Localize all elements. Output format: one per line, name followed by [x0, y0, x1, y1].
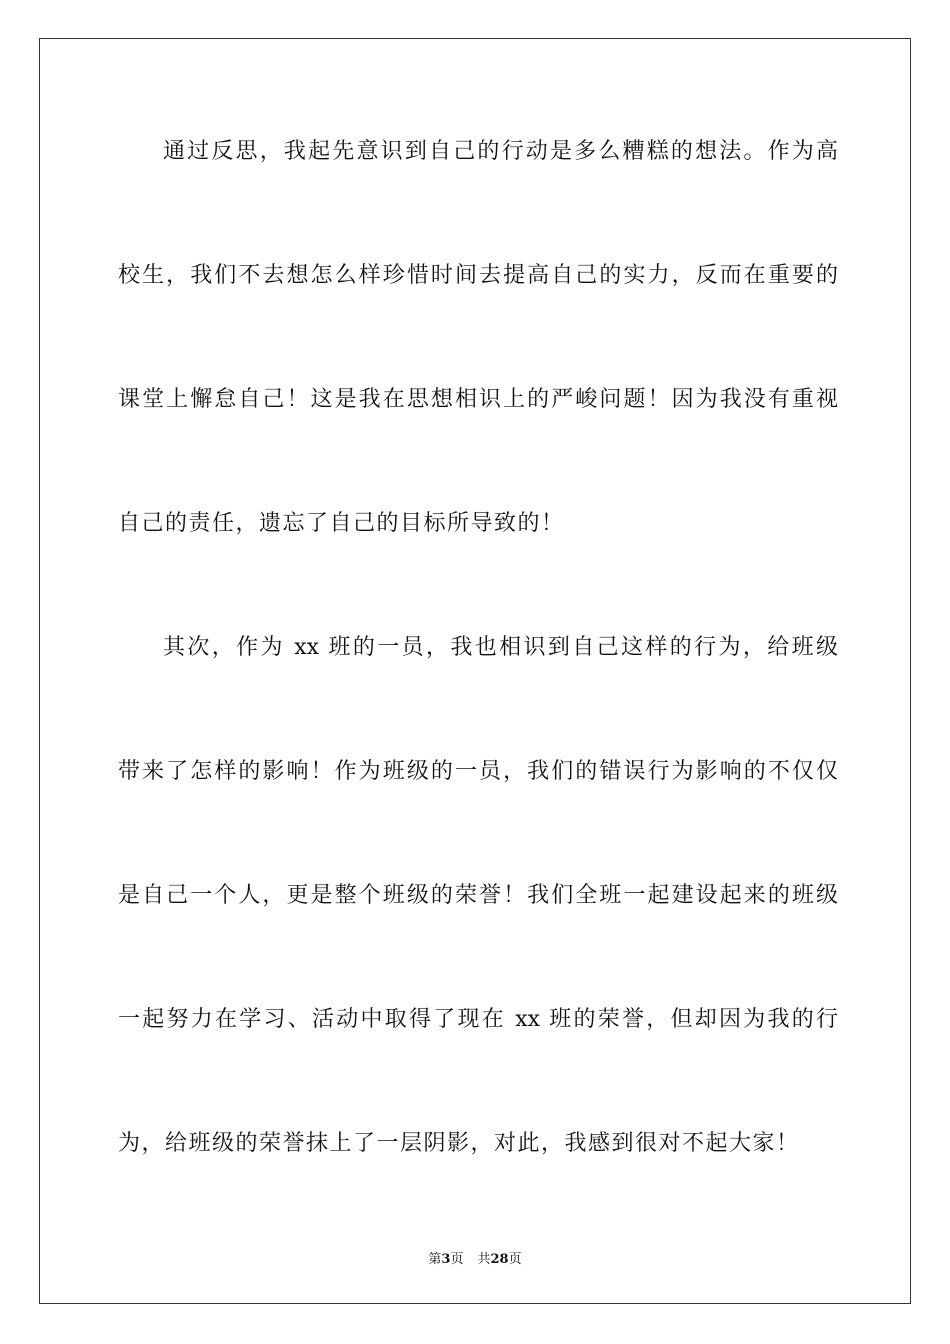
page-border — [39, 38, 911, 1304]
page-number: 3 — [441, 1252, 451, 1267]
total-prefix: 共 — [477, 1252, 491, 1267]
page-prefix: 第 — [428, 1252, 442, 1267]
paragraph-1-line-3: 课堂上懈怠自己！这是我在思想相识上的严峻问题！因为我没有重视 — [118, 387, 838, 412]
paragraph-1-line-1: 通过反思，我起先意识到自己的行动是多么糟糕的想法。作为高 — [163, 139, 838, 164]
total-pages: 28 — [490, 1252, 509, 1267]
page-suffix: 页 — [450, 1252, 464, 1267]
total-suffix: 页 — [508, 1252, 522, 1267]
paragraph-2-line-5: 为，给班级的荣誉抹上了一层阴影，对此，我感到很对不起大家！ — [118, 1131, 800, 1156]
paragraph-1-line-4: 自己的责任，遗忘了自己的目标所导致的！ — [118, 511, 565, 536]
paragraph-2-line-1: 其次，作为 xx 班的一员，我也相识到自己这样的行为，给班级 — [163, 635, 838, 660]
paragraph-2-line-4: 一起努力在学习、活动中取得了现在 xx 班的荣誉，但却因为我的行 — [118, 1007, 838, 1032]
paragraph-2-line-2: 带来了怎样的影响！作为班级的一员，我们的错误行为影响的不仅仅 — [118, 759, 838, 784]
paragraph-2-line-3: 是自己一个人，更是整个班级的荣誉！我们全班一起建设起来的班级 — [118, 883, 838, 908]
paragraph-1-line-2: 校生，我们不去想怎么样珍惜时间去提高自己的实力，反而在重要的 — [118, 263, 838, 288]
page-footer — [0, 1248, 950, 1267]
